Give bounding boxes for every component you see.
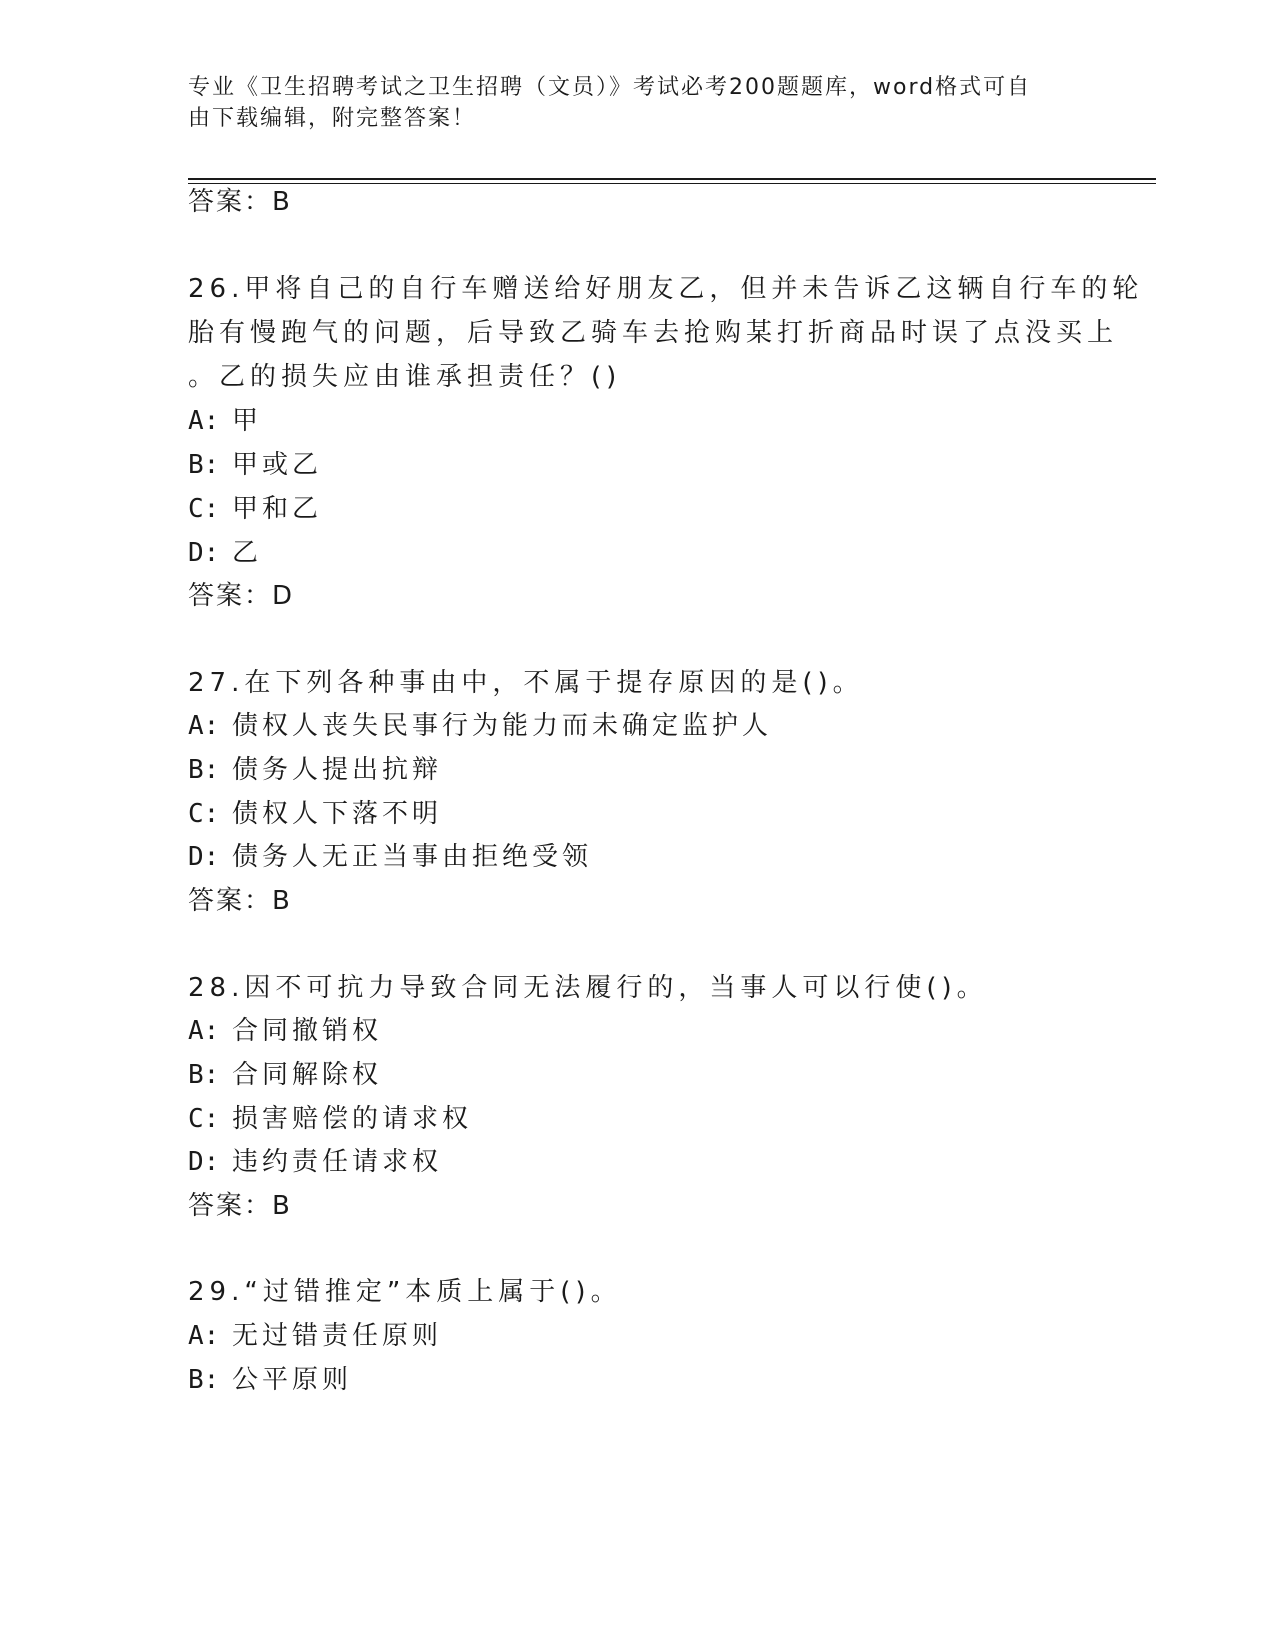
answer-label: 答案： [188,1191,273,1221]
option-a [188,1011,382,1051]
option-letter: A: [188,1321,220,1351]
answer-value: B [272,187,291,217]
previous-answer [188,182,291,222]
option-text: 违约责任请求权 [232,1147,443,1177]
option-text: 甲和乙 [232,494,323,524]
option-letter: D: [188,1147,220,1177]
option-text: 甲或乙 [232,450,323,480]
option-letter: A: [188,711,220,741]
option-letter: B: [188,755,220,785]
option-text: 公平原则 [232,1365,353,1395]
answer-label: 答案： [188,581,273,611]
question-27-answer [188,881,291,921]
header-line-1: 专业《卫生招聘考试之卫生招聘（文员）》考试必考200题题库，word格式可自 [188,75,1032,100]
option-letter: C: [188,799,220,829]
option-letter: D: [188,538,220,568]
option-b [188,445,322,485]
answer-value: D [272,581,294,611]
option-d [188,533,262,573]
option-letter: B: [188,1060,220,1090]
option-c [188,1099,472,1139]
option-text: 合同解除权 [232,1060,383,1090]
option-b [188,750,442,790]
option-letter: D: [188,842,220,872]
header-divider-thick [188,178,1156,180]
option-letter: A: [188,406,220,436]
option-b [188,1360,352,1400]
option-text: 无过错责任原则 [232,1321,443,1351]
answer-label: 答案： [188,886,273,916]
answer-value: B [272,1191,291,1221]
option-text: 甲 [232,406,263,436]
option-a [188,401,262,441]
header-divider-thin [188,183,1156,184]
question-28-answer [188,1186,291,1226]
option-text: 损害赔偿的请求权 [232,1104,473,1134]
option-d [188,1142,442,1182]
option-letter: C: [188,494,220,524]
answer-value: B [272,886,291,916]
header-line-2: 由下载编辑，附完整答案！ [188,106,477,131]
question-26-line-1: 26.甲将自己的自行车赠送给好朋友乙，但并未告诉乙这辆自行车的轮 [188,274,1144,304]
document-header [188,72,1068,134]
question-26-line-2: 胎有慢跑气的问题，后导致乙骑车去抢购某打折商品时误了点没买上 [188,318,1119,348]
question-29-line-1: 29.“过错推定”本质上属于()。 [188,1277,622,1307]
question-26-line-3: 。乙的损失应由谁承担责任？() [188,362,622,392]
option-text: 债权人丧失民事行为能力而未确定监护人 [232,711,773,741]
option-a [188,1316,442,1356]
option-letter: B: [188,450,220,480]
option-b [188,1055,382,1095]
option-a [188,706,772,746]
option-letter: B: [188,1365,220,1395]
question-27-line-1: 27.在下列各种事由中，不属于提存原因的是()。 [188,668,864,698]
option-text: 乙 [232,538,263,568]
option-text: 合同撤销权 [232,1016,383,1046]
option-letter: C: [188,1104,220,1134]
option-c [188,489,322,529]
option-d [188,837,592,877]
option-c [188,794,442,834]
question-28-line-1: 28.因不可抗力导致合同无法履行的，当事人可以行使()。 [188,973,988,1003]
question-26-answer [188,576,293,616]
option-text: 债务人提出抗辩 [232,755,443,785]
option-text: 债权人下落不明 [232,799,443,829]
option-letter: A: [188,1016,220,1046]
answer-label: 答案： [188,187,273,217]
option-text: 债务人无正当事由拒绝受领 [232,842,593,872]
